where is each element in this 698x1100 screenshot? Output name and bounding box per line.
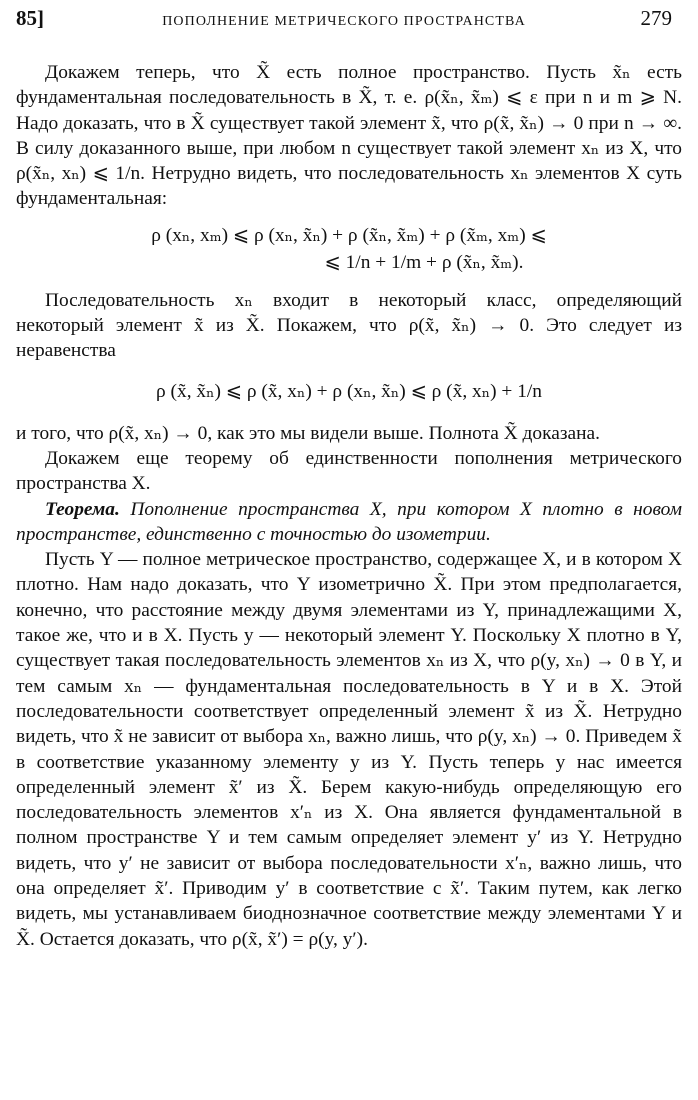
running-title: ПОПОЛНЕНИЕ МЕТРИЧЕСКОГО ПРОСТРАНСТВА xyxy=(162,14,526,29)
running-head xyxy=(16,6,682,40)
theorem-statement xyxy=(16,497,682,548)
theorem-text: Пополнение пространства X, при котором X плотно в новом пространстве, единственно с точностью до изометрии. xyxy=(16,498,682,545)
formula-triangle-inequality xyxy=(16,222,682,276)
formula-line-1: ρ (xₙ, xₘ) ⩽ ρ (xₙ, x̃ₙ) + ρ (x̃ₙ, x̃ₘ) + ρ (x̃ₘ, xₘ) ⩽ xyxy=(151,224,547,246)
paragraph-completeness-proof: Докажем теперь, что X̃ есть полное пространство. Пусть x̃ₙ есть фундаментальная последовательность в X̃, т. е. ρ(x̃ₙ, x̃ₘ) ⩽ ε при n и m ⩾ N. Надо доказать, что в X̃ существует такой элемент x̃, что ρ(x̃, x̃ₙ) → 0 при n → ∞. В силу доказанного выше, при любом n существует такой элемент xₙ из X, что ρ(x̃ₙ, xₙ) ⩽ 1/n. Нетрудно видеть, что последовательность xₙ элементов X суть фундаментальная: xyxy=(16,62,682,210)
paragraph-uniqueness-proof: Пусть Y — полное метрическое пространство, содержащее X, и в котором X плотно. Нам надо доказать, что Y изометрично X̃. При этом предполагается, конечно, что расстояние между двумя элементами из Y, принадлежащими X, такое же, что и в X. Пусть y — некоторый элемент Y. Поскольку X плотно в Y, существует такая последовательность элементов xₙ из X, что ρ(y, xₙ) → 0 в Y, и тем самым xₙ — фундаментальная последовательность в Y и в X. Этой последовательности соответствует определенный элемент x̃ из X̃. Нетрудно видеть, что x̃ не зависит от выбора xₙ, важно лишь, что ρ(y, xₙ) → 0. Приведем x̃ в соответствие указанному элементу y из Y. Пусть теперь у нас имеется определенный элемент x̃′ из X̃. Берем какую-нибудь определяющую его последовательность элементов x′ₙ из X. Она является фундаментальной в полном пространстве Y и тем самым определяет элемент y′ из Y. Нетрудно видеть, что y′ не зависит от выбора последовательности x′ₙ, важно лишь, что она определяет x̃′. Приводим y′ в соответствие с x̃′. Таким путем, как легко видеть, мы устанавливаем биоднозначное соответствие между элементами Y и X̃. Остается доказать, что ρ(x̃, x̃′) = ρ(y, y′). xyxy=(16,549,682,950)
paragraph-completeness-conclusion: и того, что ρ(x̃, xₙ) → 0, как это мы видели выше. Полнота X̃ доказана. xyxy=(16,422,600,444)
formula-inequality: ρ (x̃, x̃ₙ) ⩽ ρ (x̃, xₙ) + ρ (xₙ, x̃ₙ) ⩽ ρ (x̃, xₙ) + 1/n xyxy=(156,380,542,402)
paragraph-sequence-class: Последовательность xₙ входит в некоторый класс, определяющий некоторый элемент x̃ из X̃. Покажем, что ρ(x̃, x̃ₙ) → 0. Это следует из неравенства xyxy=(16,289,682,362)
paragraph-uniqueness-intro: Докажем еще теорему об единственности пополнения метрического пространства X. xyxy=(16,447,682,495)
theorem-heading: Теорема. xyxy=(45,498,120,520)
body-text xyxy=(16,60,682,952)
page-number: 279 xyxy=(640,6,672,30)
section-number: 85] xyxy=(16,6,44,30)
formula-line-2: ⩽ 1/n + 1/m + ρ (x̃ₙ, x̃ₘ). xyxy=(324,251,524,273)
